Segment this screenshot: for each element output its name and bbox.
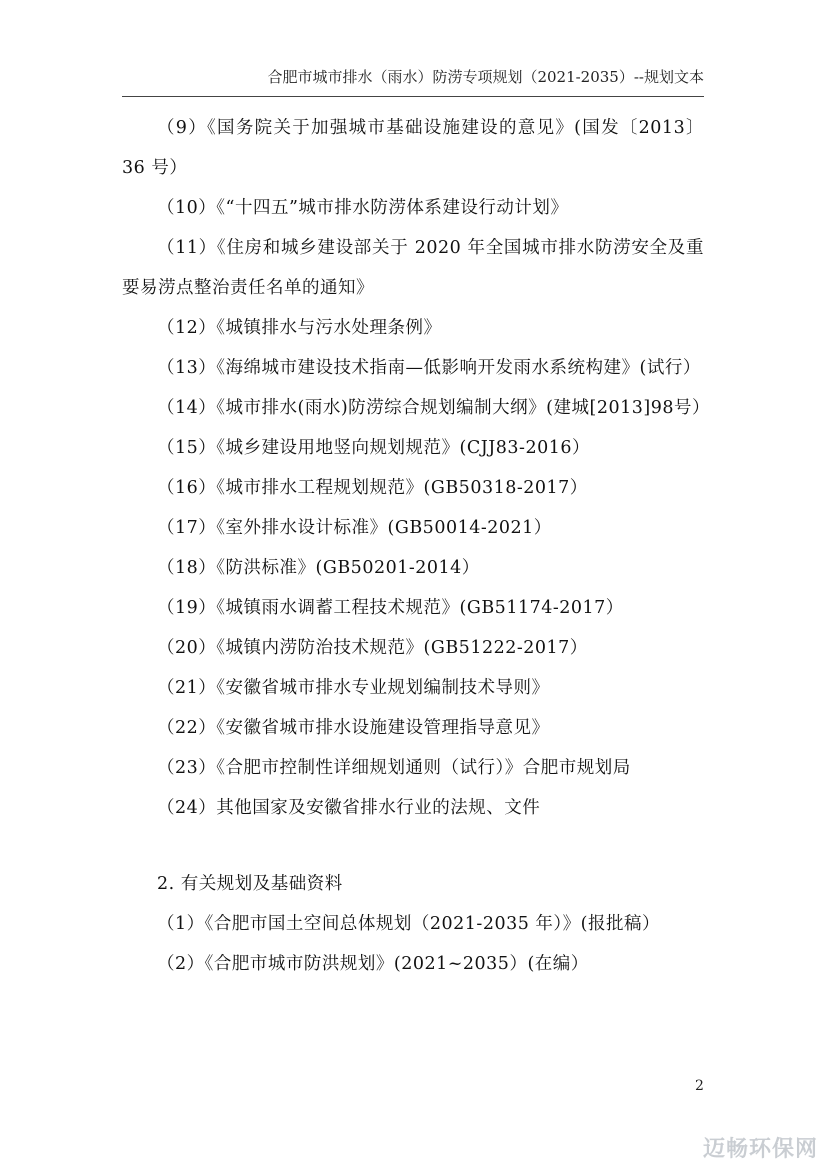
reference-item-23: （23）《合肥市控制性详细规划通则（试行）》合肥市规划局 — [157, 758, 631, 778]
reference-item-14: （14）《城市排水(雨水)防涝综合规划编制大纲》(建城[2013]98号） — [157, 398, 710, 418]
reference-item-11: （11）《住房和城乡建设部关于 2020 年全国城市排水防涝安全及重要易涝点整治责任名单的通知》 — [122, 238, 704, 298]
reference-item-19: （19）《城镇雨水调蓄工程技术规范》(GB51174-2017） — [157, 598, 624, 618]
running-header: 合肥市城市排水（雨水）防涝专项规划（2021-2035）--规划文本 — [267, 68, 704, 86]
reference-item-20: （20）《城镇内涝防治技术规范》(GB51222-2017） — [157, 638, 588, 658]
plan-item-1: （1）《合肥市国土空间总体规划（2021-2035 年）》(报批稿） — [157, 914, 661, 934]
reference-item-22: （22）《安徽省城市排水设施建设管理指导意见》 — [157, 718, 550, 738]
reference-item-21: （21）《安徽省城市排水专业规划编制技术导则》 — [157, 678, 550, 698]
header-divider — [122, 96, 704, 97]
section-heading: 2. 有关规划及基础资料 — [157, 874, 343, 894]
reference-item-16: （16）《城市排水工程规划规范》(GB50318-2017） — [157, 478, 588, 498]
reference-item-17: （17）《室外排水设计标准》(GB50014-2021） — [157, 518, 552, 538]
reference-item-18: （18）《防洪标准》(GB50201-2014） — [157, 558, 480, 578]
plan-item-2: （2）《合肥市城市防洪规划》(2021~2035）(在编） — [157, 954, 589, 974]
reference-item-13: （13）《海绵城市建设技术指南—低影响开发雨水系统构建》(试行） — [157, 358, 701, 378]
reference-item-15: （15）《城乡建设用地竖向规划规范》(CJJ83-2016） — [157, 438, 590, 458]
reference-item-24: （24）其他国家及安徽省排水行业的法规、文件 — [157, 798, 541, 818]
reference-item-9: （9）《国务院关于加强城市基础设施建设的意见》(国发〔2013〕36 号） — [122, 118, 704, 178]
document-body — [122, 108, 710, 984]
reference-item-10: （10）《“十四五”城市排水防涝体系建设行动计划》 — [157, 198, 569, 218]
watermark: 迈畅环保网 — [702, 1137, 818, 1162]
reference-item-12: （12）《城镇排水与污水处理条例》 — [157, 318, 442, 338]
page-number: 2 — [695, 1078, 704, 1094]
